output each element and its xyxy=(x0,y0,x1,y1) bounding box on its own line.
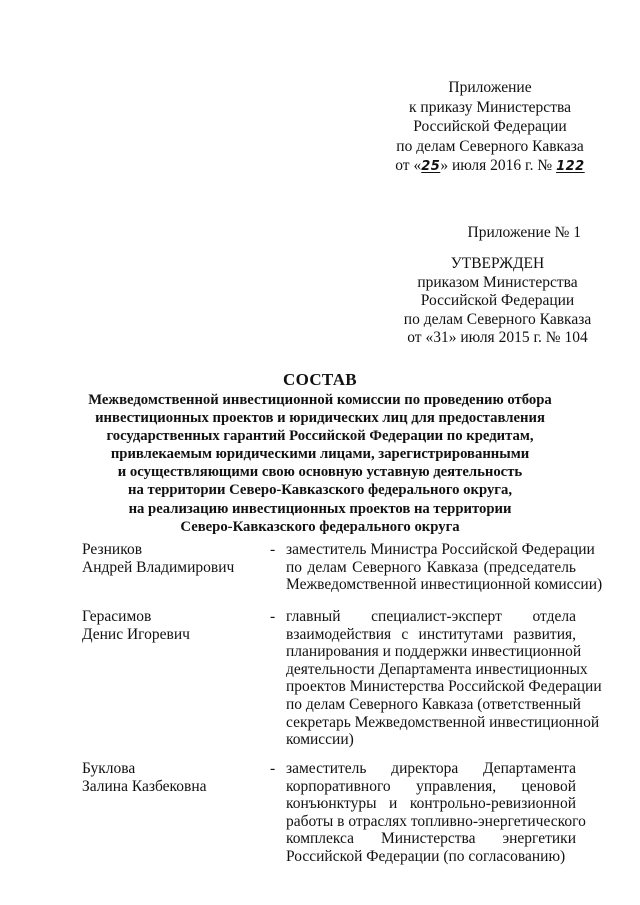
commission-name-line: привлекаемым юридическими лицами, зарегистрированными xyxy=(110,446,530,463)
approved-line: от «31» июля 2015 г. № 104 xyxy=(407,329,588,346)
member-role-line: взаимодействия с институтами развития, xyxy=(286,625,576,643)
member-dash: - xyxy=(270,760,276,777)
commission-name xyxy=(80,391,560,536)
appendix-header xyxy=(360,78,620,177)
member-name xyxy=(82,760,262,795)
handwritten-day: 25 xyxy=(421,159,441,175)
document-title: СОСТАВ xyxy=(283,370,357,389)
appendix-number: Приложение № 1 xyxy=(467,224,581,241)
handwritten-order-number: 122 xyxy=(556,159,585,175)
member-role-line: главный специалист-эксперт отдела xyxy=(286,608,576,625)
date-prefix: от « xyxy=(395,157,422,175)
member-role xyxy=(286,608,602,749)
commission-name-line: и осуществляющими свою основную уставную деятельность xyxy=(117,464,523,481)
member-surname: Резников xyxy=(82,541,143,558)
member-dash: - xyxy=(270,608,276,625)
appendix-line: Приложение xyxy=(448,79,532,96)
member-role-line: деятельности Департамента инвестиционных xyxy=(286,660,588,678)
approved-block xyxy=(385,255,610,348)
member-surname: Герасимов xyxy=(82,608,152,625)
approved-line: приказом Министерства xyxy=(417,273,578,291)
approved-title: УТВЕРЖДЕН xyxy=(450,255,545,272)
member-role-line: по делам Северного Кавказа (ответственный xyxy=(286,695,581,713)
commission-name-line: государственных гарантий Российской Федерации по кредитам, xyxy=(106,428,534,445)
member-name xyxy=(82,541,262,576)
appendix-date-line xyxy=(360,156,620,177)
member-role-line: планирования и поддержки инвестиционной xyxy=(286,643,582,661)
member-given-names: Залина Казбековна xyxy=(82,777,207,795)
commission-name-line: на территории Северо-Кавказского федерального округа, xyxy=(128,482,512,499)
member-role-line: конъюнктуры и контрольно-ревизионной xyxy=(286,795,576,813)
member-role-line: комиссии) xyxy=(286,731,354,749)
appendix-line: к приказу Министерства xyxy=(409,98,571,116)
member-name xyxy=(82,608,262,643)
date-rest: » июля 2016 г. № xyxy=(440,157,557,175)
member-role-line: Российской Федерации (по согласованию) xyxy=(286,847,566,865)
commission-name-line: на реализацию инвестиционных проектов на территории xyxy=(128,500,512,517)
member-given-names: Денис Игоревич xyxy=(82,625,190,643)
commission-name-line: Межведомственной инвестиционной комиссии по проведению отбора xyxy=(88,392,552,408)
commission-name-line: инвестиционных проектов и юридических лиц для предоставления xyxy=(95,410,545,427)
member-role-line: проектов Министерства Российской Федерации xyxy=(286,678,602,696)
member-role-line: заместитель директора Департамента xyxy=(286,760,576,777)
member-role-line: работы в отраслях топливно-энергетического xyxy=(286,812,586,830)
approved-line: по делам Северного Кавказа xyxy=(403,310,592,328)
appendix-line: по делам Северного Кавказа xyxy=(396,137,584,155)
member-role-line: секретарь Межведомственной инвестиционной xyxy=(286,713,600,731)
member-role-line: Межведомственной инвестиционной комиссии) xyxy=(286,576,603,594)
member-role-line: корпоративного управления, ценовой xyxy=(286,777,576,795)
member-role-line: заместитель Министра Российской Федерации xyxy=(286,541,595,558)
member-role xyxy=(286,541,603,594)
member-surname: Буклова xyxy=(82,760,136,777)
member-role xyxy=(286,760,586,866)
approved-line: Российской Федерации xyxy=(420,292,575,309)
member-dash: - xyxy=(270,541,276,558)
member-role-line: по делам Северного Кавказа (председатель xyxy=(286,558,576,576)
appendix-line: Российской Федерации xyxy=(413,118,567,136)
member-given-names: Андрей Владимирович xyxy=(82,558,235,576)
member-role-line: комплекса Министерства энергетики xyxy=(286,830,576,848)
commission-name-line: Северо-Кавказского федерального округа xyxy=(180,518,460,535)
